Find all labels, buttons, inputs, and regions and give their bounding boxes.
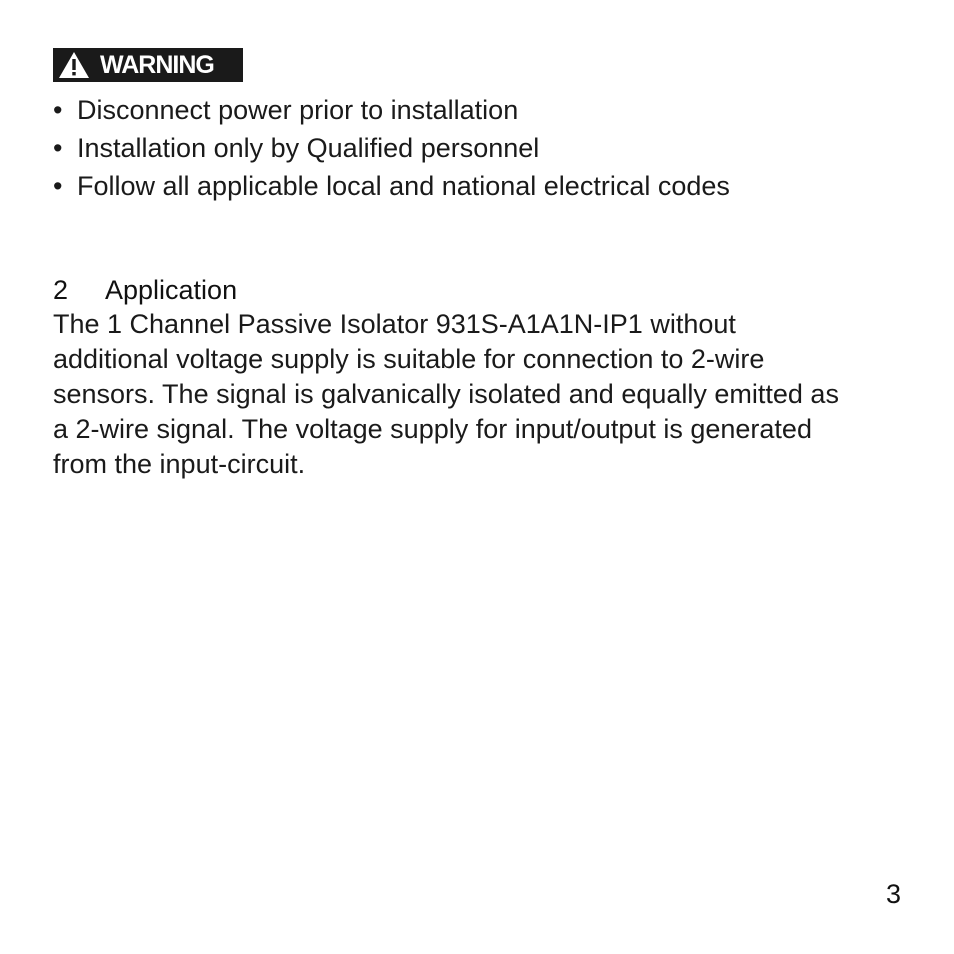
list-item — [53, 129, 730, 167]
bullet-text: Installation only by Qualified personnel — [77, 133, 540, 163]
body-line: a 2-wire signal. The voltage supply for input/output is generated — [53, 414, 812, 444]
list-item — [53, 167, 730, 205]
bullet-symbol: • — [53, 133, 63, 163]
list-item — [53, 91, 730, 129]
bullet-symbol: • — [53, 95, 63, 125]
warning-label: WARNING — [100, 51, 214, 79]
body-line: The 1 Channel Passive Isolator 931S-A1A1N-IP1 without — [53, 309, 736, 339]
section-number: 2 — [53, 275, 69, 305]
warning-bullet-list — [53, 91, 730, 205]
warning-triangle-icon — [58, 51, 90, 79]
section-title: Application — [105, 275, 238, 305]
body-line: additional voltage supply is suitable for connection to 2-wire — [53, 344, 765, 374]
section-heading — [53, 272, 237, 308]
page-number: 3 — [885, 879, 901, 909]
body-line: from the input-circuit. — [53, 449, 306, 479]
bullet-symbol: • — [53, 171, 63, 201]
section-body — [53, 307, 913, 482]
warning-badge — [53, 48, 243, 82]
bullet-text: Follow all applicable local and national electrical codes — [77, 171, 730, 201]
bullet-text: Disconnect power prior to installation — [77, 95, 519, 125]
body-line: sensors. The signal is galvanically isolated and equally emitted as — [53, 379, 839, 409]
